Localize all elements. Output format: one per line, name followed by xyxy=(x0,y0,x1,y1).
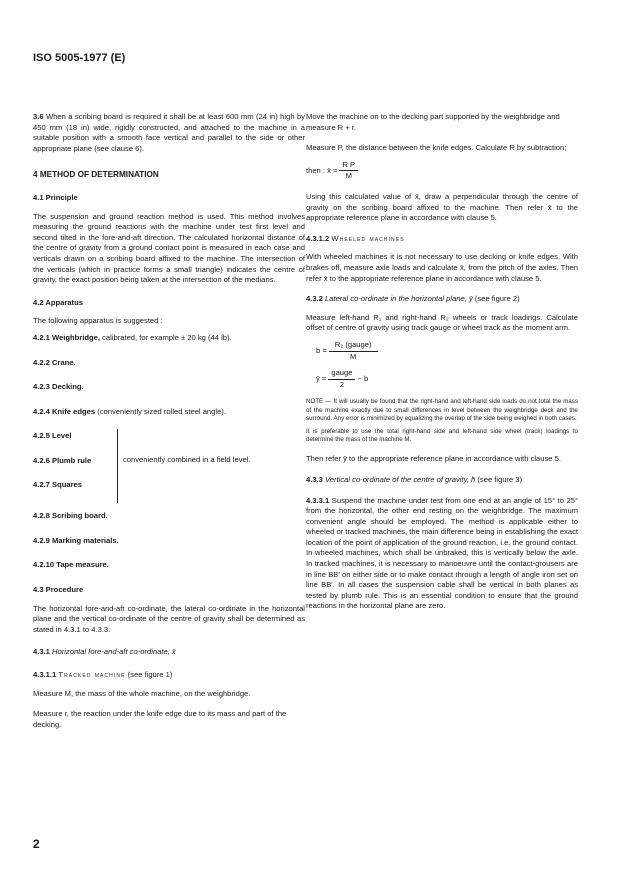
subsection-title: Horizontal fore-and-aft co-ordinate, x̄ xyxy=(52,647,176,657)
item-number: 4.2.5 xyxy=(33,431,50,441)
item-number: 4.2.6 xyxy=(33,455,50,465)
item-text: (conveniently sized rolled steel angle). xyxy=(97,406,226,416)
apparatus-intro: The following apparatus is suggested : xyxy=(33,316,163,326)
right-column xyxy=(306,112,578,612)
item-number: 4.2.8 xyxy=(33,511,50,521)
body-paragraph: With wheeled machines it is not necessary to use decking or knife edges. With brakes off, measure axle loads and calculate x̄, from the pitch of the axles. Then refer x̄ to the appropriate reference plane in accordance with clause 5. xyxy=(306,252,578,283)
apparatus-item xyxy=(33,560,305,571)
apparatus-item xyxy=(33,431,305,442)
item-number: 4.2.1 xyxy=(33,332,50,342)
body-paragraph: Using this calculated value of x̄, draw a perpendicular through the centre of gravity on the scribing board affixed to the machine. Then refer x̄ to the appropriate reference plane in accordance with clause 5. xyxy=(306,191,578,223)
figure-reference: (see figure 3) xyxy=(477,474,523,484)
body-paragraph: Move the machine on to the decking part supported by the weighbridge and measure R + r. xyxy=(306,112,560,132)
clause-number: 3.6 xyxy=(33,112,44,121)
apparatus-item xyxy=(33,480,305,491)
body-paragraph: Then refer ȳ to the appropriate reference plane in accordance with clause 5. xyxy=(306,454,561,464)
subsection-heading xyxy=(306,294,578,305)
equation-lhs: b = xyxy=(316,345,327,355)
fraction xyxy=(339,160,358,182)
apparatus-item xyxy=(33,536,305,547)
subsection-title: Vertical co-ordinate of the centre of gravity, h̄ xyxy=(325,474,476,484)
left-column xyxy=(33,112,305,730)
item-name: Tape measure. xyxy=(56,560,109,570)
page-number: 2 xyxy=(33,837,40,851)
item-name: Decking. xyxy=(52,382,84,392)
item-name: Weighbridge, xyxy=(52,332,100,342)
note: It is preferable to use the total right-hand side and left-hand side wheel (track) loadings to determine the mass of the machine M. xyxy=(306,427,578,443)
subsection-heading xyxy=(306,234,578,245)
numerator: R P xyxy=(339,160,358,172)
denominator: 2 xyxy=(339,379,345,389)
subsection-title: Tracked machine xyxy=(58,670,126,680)
subsection-title: Wheeled machines xyxy=(331,233,405,243)
apparatus-item xyxy=(33,358,305,369)
procedure-text: The horizontal fore-and-aft co-ordinate, the lateral co-ordinate in the horizontal plane and the vertical co-ordinate of the centre of gravity shall be determined as stated in 4.3.1 to 4.3.3. xyxy=(33,603,305,634)
section-heading: 4.1 Principle xyxy=(33,192,78,202)
apparatus-item xyxy=(33,511,305,522)
section-heading: 4.2 Apparatus xyxy=(33,297,83,307)
figure-reference: (see figure 1) xyxy=(127,670,173,680)
document-header: ISO 5005-1977 (E) xyxy=(33,52,126,64)
numerator: R₂ (gauge) xyxy=(329,340,378,352)
subsection-heading xyxy=(33,670,305,681)
item-number: 4.2.2 xyxy=(33,357,50,367)
clause-3-6 xyxy=(33,112,305,154)
section-heading: 4 METHOD OF DETERMINATION xyxy=(33,170,159,180)
subsection-number: 4.3.3.1 xyxy=(306,495,330,505)
equation-x xyxy=(306,160,578,182)
item-name: Plumb rule xyxy=(52,455,92,465)
brace-text: conveniently combined in a field level. xyxy=(123,455,251,465)
numerator: gauge xyxy=(328,368,355,380)
subsection-title: Lateral co-ordinate in the horizontal plane, ȳ xyxy=(325,294,473,304)
subsection-number: 4.3.2 xyxy=(306,294,323,304)
brace-line xyxy=(117,429,118,503)
fraction xyxy=(328,368,355,390)
item-number: 4.2.4 xyxy=(33,406,50,416)
body-paragraph: Measure left-hand R₁ and right-hand R₂ wheels or track loadings. Calculate offset of centre of gravity using track gauge or wheel track as the moment arm. xyxy=(306,312,578,333)
item-number: 4.2.7 xyxy=(33,480,50,490)
item-number: 4.2.9 xyxy=(33,535,50,545)
section-heading: 4.3 Procedure xyxy=(33,585,84,595)
fraction xyxy=(329,340,378,362)
item-name: Crane. xyxy=(52,357,76,367)
subsection-number: 4.3.1.2 xyxy=(306,233,330,243)
item-number: 4.2.3 xyxy=(33,382,50,392)
item-name: Marking materials. xyxy=(52,535,119,545)
equation-lhs: then : x̄ = xyxy=(306,165,338,175)
denominator: M xyxy=(349,351,357,361)
body-paragraph: Measure M, the mass of the whole machine, on the weighbridge. xyxy=(33,688,251,698)
apparatus-item xyxy=(33,407,305,418)
equation-lhs: ȳ = xyxy=(316,373,327,383)
principle-text: The suspension and ground reaction method is used. This method involves measuring the ground reactions with the machine under test first level and second tilted in the fore-and-aft direction. The calculated horizontal distance of the centre of gravity from a ground contact point is measured in each case and verticals drawn on a scribing board affixed to the machine. The intersection of the verticals (which in practice forms a small triangle) indicates the centre of gravity, the exact position being taken at the intersection of the medians. xyxy=(33,211,305,285)
body-paragraph xyxy=(306,496,578,613)
denominator: M xyxy=(345,171,352,181)
equation-y xyxy=(316,368,578,390)
item-name: Level xyxy=(52,431,72,441)
subsection-heading xyxy=(33,647,305,658)
equation-b xyxy=(316,340,578,362)
item-name: Knife edges xyxy=(52,406,96,416)
body-paragraph: Measure P, the distance between the knife edges. Calculate R by subtraction; xyxy=(306,143,567,153)
figure-reference: (see figure 2) xyxy=(474,294,520,304)
subsection-number: 4.3.1 xyxy=(33,647,50,657)
apparatus-item xyxy=(33,382,305,393)
item-name: Scribing board. xyxy=(52,511,108,521)
item-name: Squares xyxy=(52,480,82,490)
braced-group xyxy=(33,431,305,511)
body-paragraph: Measure r, the reaction under the knife edge due to its mass and part of the decking. xyxy=(33,709,287,729)
item-number: 4.2.10 xyxy=(33,560,55,570)
subsection-heading xyxy=(306,475,578,486)
item-text: calibrated, for example ± 20 kg (44 lb). xyxy=(102,332,232,342)
clause-text: When a scribing board is required it shall be at least 600 mm (24 in) high by 450 mm (18 in) wide, rigidly constructed, and attached to the machine in a suitable position with a smooth face vertical and parallel to the side or other appropriate plane (see clause 6). xyxy=(33,112,305,153)
subsection-number: 4.3.1.1 xyxy=(33,670,57,680)
equation-rhs: − b xyxy=(357,373,369,383)
paragraph-text: Suspend the machine under test from one end at an angle of 15° to 25° from the horizontal, the other end resting on the weighbridge. The maximum convenient angle should be employed. The method is applicable either to wheeled or tracked machines, the main difference being in establishing the exact location of the point of application of the ground reaction, i.e. the ground contact. In wheeled machines, which shall be unbraked, this is vertically below the axle. In tracked machines, it is necessary to manoeuvre until the contact-grousers are in line BB′ on either side or to make contact through a length of angle iron set on line BB′. In all cases the suspension cable shall be vertical in both planes as tested by plumb rule. This is an essential condition to ensure that the ground reactions in the horizontal plane are zero. xyxy=(306,495,578,611)
subsection-number: 4.3.3 xyxy=(306,474,323,484)
note: NOTE — It will usually be found that the right-hand and left-hand side loads do not total the mass of the machine exactly due to small differences in level between the weighbridge deck and the surround. Any error is minimized by equalizing the overlap of the side being weighed in both cases. xyxy=(306,398,578,423)
apparatus-item xyxy=(33,333,305,344)
